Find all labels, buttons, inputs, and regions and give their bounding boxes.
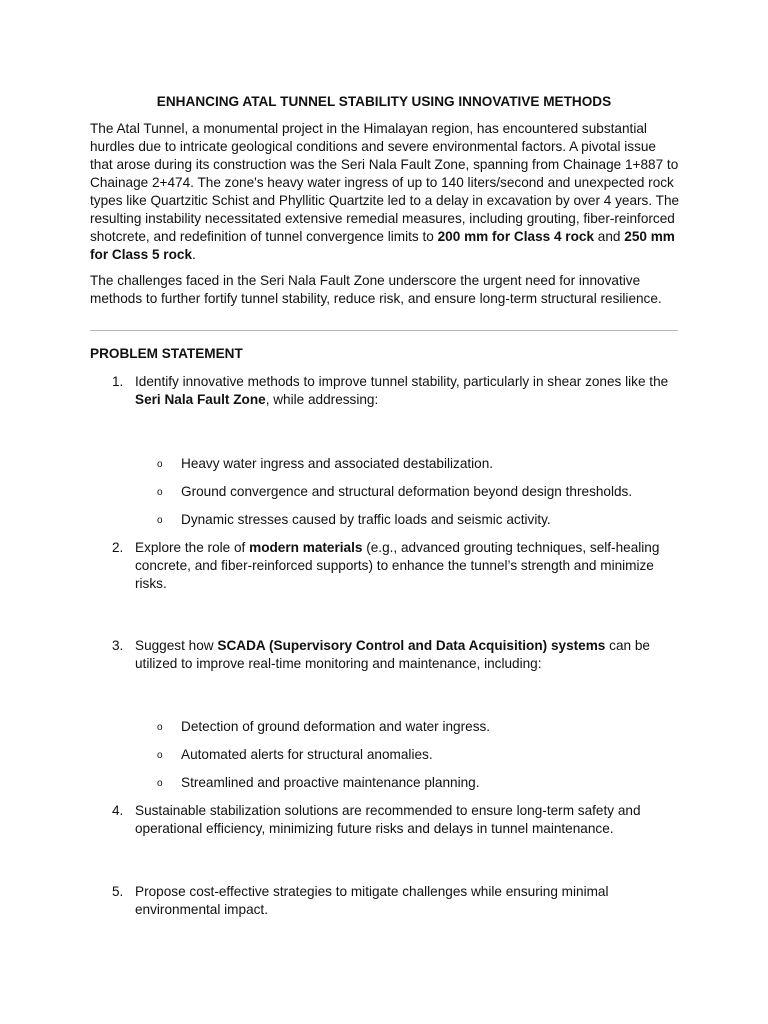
document-title: ENHANCING ATAL TUNNEL STABILITY USING INNOVATIVE METHODS xyxy=(156,94,612,109)
list-item-4: Sustainable stabilization solutions are recommended to ensure long-term safety and operational efficiency, minimizing future risks and delays in tunnel maintenance. xyxy=(135,803,641,836)
intro-p1-text: The Atal Tunnel, a monumental project in the Himalayan region, has encountered substantial hurdles due to intricate geological conditions and severe environmental factors. A pivotal issue that arose during its construction was the Seri Nala Fault Zone, spanning from Chainage 1+887 to Chainage 2+474. The zone's heavy water ingress of up to 140 liters/second and unexpected rock types like Quartzitic Schist and Phyllitic Quartzite led to a delay in excavation by over 4 years. The resulting instability necessitated extensive remedial measures, including grouting, fiber-reinforced shotcrete, and redefinition of tunnel convergence limits to xyxy=(90,121,680,244)
item-3-pre: Suggest how xyxy=(135,638,218,653)
list-item-2 xyxy=(135,539,680,593)
section-divider xyxy=(90,330,678,331)
list-item-5: Propose cost-effective strategies to mitigate challenges while ensuring minimal environmental impact. xyxy=(135,884,609,917)
bullet-icon: o xyxy=(157,515,163,526)
list-item-3 xyxy=(135,637,680,673)
item-2-bold: modern materials xyxy=(249,540,363,555)
list-number-1: 1. xyxy=(112,374,124,389)
list-number-4: 4. xyxy=(112,803,124,818)
item-1-bold: Seri Nala Fault Zone xyxy=(135,392,266,407)
sub-bullet-1-2: Ground convergence and structural deformation beyond design thresholds. xyxy=(181,484,633,499)
sub-bullet-1-3: Dynamic stresses caused by traffic loads and seismic activity. xyxy=(181,512,551,527)
sub-bullet-3-2: Automated alerts for structural anomalies. xyxy=(181,747,433,762)
bullet-icon: o xyxy=(157,459,163,470)
item-2-pre: Explore the role of xyxy=(135,540,250,555)
sub-bullet-3-3: Streamlined and proactive maintenance planning. xyxy=(181,775,480,790)
intro-paragraph-2: The challenges faced in the Seri Nala Fault Zone underscore the urgent need for innovative methods to further fortify tunnel stability, reduce risk, and ensure long-term structural resilience. xyxy=(90,273,662,306)
bullet-icon: o xyxy=(157,750,163,761)
sub-bullet-3-1: Detection of ground deformation and water ingress. xyxy=(181,719,491,734)
intro-p1-mid: and xyxy=(594,229,625,244)
sub-bullet-1-1: Heavy water ingress and associated destabilization. xyxy=(181,456,494,471)
intro-paragraph-1 xyxy=(90,120,680,264)
intro-p1-bold-class5: 250 mm for Class 5 rock xyxy=(90,229,675,262)
problem-statement-heading: PROBLEM STATEMENT xyxy=(90,346,243,361)
item-3-bold: SCADA (Supervisory Control and Data Acquisition) systems xyxy=(217,638,606,653)
bullet-icon: o xyxy=(157,722,163,733)
intro-p1-bold-class4: 200 mm for Class 4 rock xyxy=(437,229,595,244)
item-2-post: (e.g., advanced grouting techniques, self-healing concrete, and fiber-reinforced supports) to enhance the tunnel’s strength and minimize risks. xyxy=(135,540,660,591)
list-number-3: 3. xyxy=(112,638,124,653)
item-1-pre: Identify innovative methods to improve tunnel stability, particularly in shear zones like the xyxy=(135,374,669,389)
bullet-icon: o xyxy=(157,487,163,498)
intro-p1-end: . xyxy=(192,247,196,262)
item-3-post: can be utilized to improve real-time monitoring and maintenance, including: xyxy=(135,638,650,671)
bullet-icon: o xyxy=(157,778,163,789)
item-1-post: , while addressing: xyxy=(265,392,379,407)
list-item-1 xyxy=(135,373,680,409)
list-number-5: 5. xyxy=(112,884,124,899)
list-number-2: 2. xyxy=(112,540,124,555)
